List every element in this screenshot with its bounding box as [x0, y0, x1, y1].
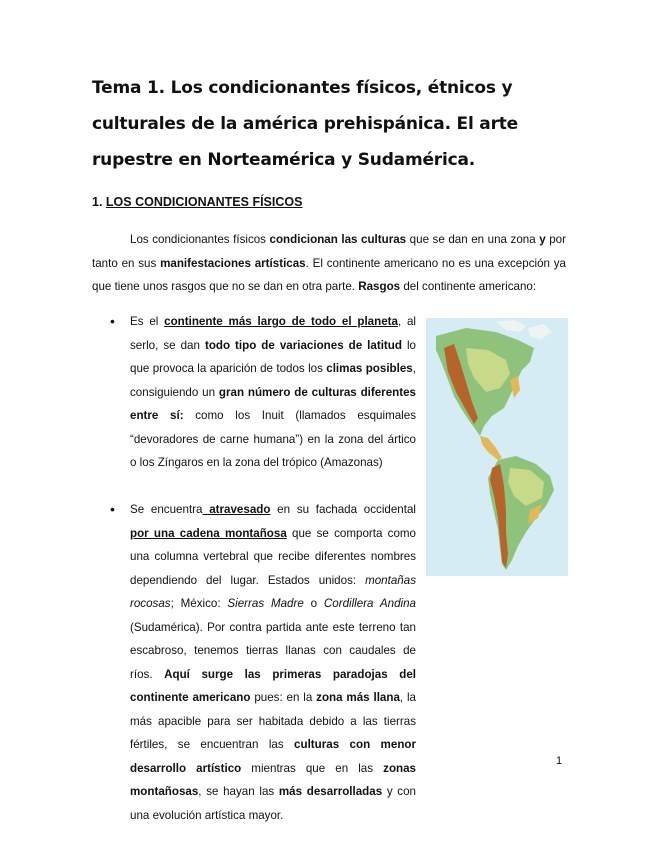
text-run: mientras que en las: [241, 761, 384, 775]
text-run: Los condicionantes físicos: [130, 233, 270, 246]
text-run: Se encuentra: [130, 503, 203, 516]
bullet-marker: •: [110, 501, 115, 517]
text-run: del continente americano:: [400, 280, 537, 293]
text-run: que se comporta como una columna vertebral que recibe diferentes nombres dependiendo del lugar. Estados unidos:: [130, 526, 417, 587]
text-run: . El continente americano no es una excepción ya que tiene unos rasgos que no se dan en otra parte.: [92, 256, 566, 293]
bold-run: manifestaciones artísticas: [160, 256, 306, 270]
text-run: ; México:: [170, 597, 228, 610]
text-run: , al serlo, se dan: [130, 315, 416, 352]
text-run: o: [303, 597, 324, 610]
text-run: , consiguiendo un: [130, 362, 416, 399]
bold-run: Aquí surge las primeras paradojas del continente americano: [130, 667, 416, 704]
bold-run: condicionan las culturas: [269, 233, 407, 246]
bold-run: y: [539, 233, 546, 246]
text-run: en su fachada occidental: [270, 503, 416, 516]
bold-underline-run: continente más largo de todo el planeta: [164, 315, 398, 328]
bold-run: gran número de culturas diferentes entre sí:: [130, 385, 416, 422]
bold-run: Rasgos: [358, 280, 401, 293]
text-run: por tanto en sus: [92, 233, 566, 270]
page-title: Tema 1. Los condicionantes físicos, étnicos y culturales de la américa prehispánica. El arte rupestre en Norteamérica y Sudamérica.: [92, 78, 519, 170]
bold-run: todo tipo de variaciones de latitud: [204, 338, 402, 352]
bold-underline-run: atravesado: [202, 503, 271, 516]
section-heading: [92, 192, 302, 212]
text-run: como los Inuit (llamados esquimales “devoradores de carne humana”) en la zona del ártico o los Zíngaros en la zona del trópico (Amazonas): [130, 409, 416, 469]
bold-run: climas posibles: [326, 362, 413, 375]
americas-relief-map: [426, 318, 568, 576]
text-run: , se hayan las: [198, 785, 279, 798]
italic-run: montañas rocosas: [130, 573, 416, 610]
bullet-item-2: [130, 498, 416, 827]
text-run: , la más apacible para ser habitada debido a las tierras fértiles, se encuentran las: [130, 691, 416, 751]
intro-paragraph: [92, 228, 566, 299]
italic-run: Cordillera Andina: [323, 597, 416, 610]
bullet-item-1: [130, 310, 416, 475]
text-run: y con una evolución artística mayor.: [130, 785, 416, 822]
italic-run: Sierras Madre: [227, 597, 304, 610]
text-run: lo que provoca la aparición de todos los: [130, 338, 416, 375]
page-number: 1: [556, 755, 563, 767]
section-heading-text: LOS CONDICIONANTES FÍSICOS: [105, 195, 303, 209]
bold-run: zona más llana: [316, 691, 400, 704]
bullet-marker: •: [110, 313, 115, 329]
text-run: pues: en la: [250, 691, 317, 704]
bold-underline-run: por una cadena montañosa: [130, 526, 287, 540]
bold-run: más desarrolladas: [278, 785, 383, 798]
text-run: Es el: [130, 315, 165, 328]
text-run: que se dan en una zona: [406, 233, 540, 246]
bold-run: culturas con menor desarrollo artístico: [130, 738, 416, 775]
text-run: (Sudamérica). Por contra partida ante este terreno tan escabroso, tenemos tierras llanas con caudales de ríos.: [130, 620, 416, 681]
bold-run: zonas montañosas: [130, 761, 416, 798]
section-number: 1.: [92, 195, 106, 209]
